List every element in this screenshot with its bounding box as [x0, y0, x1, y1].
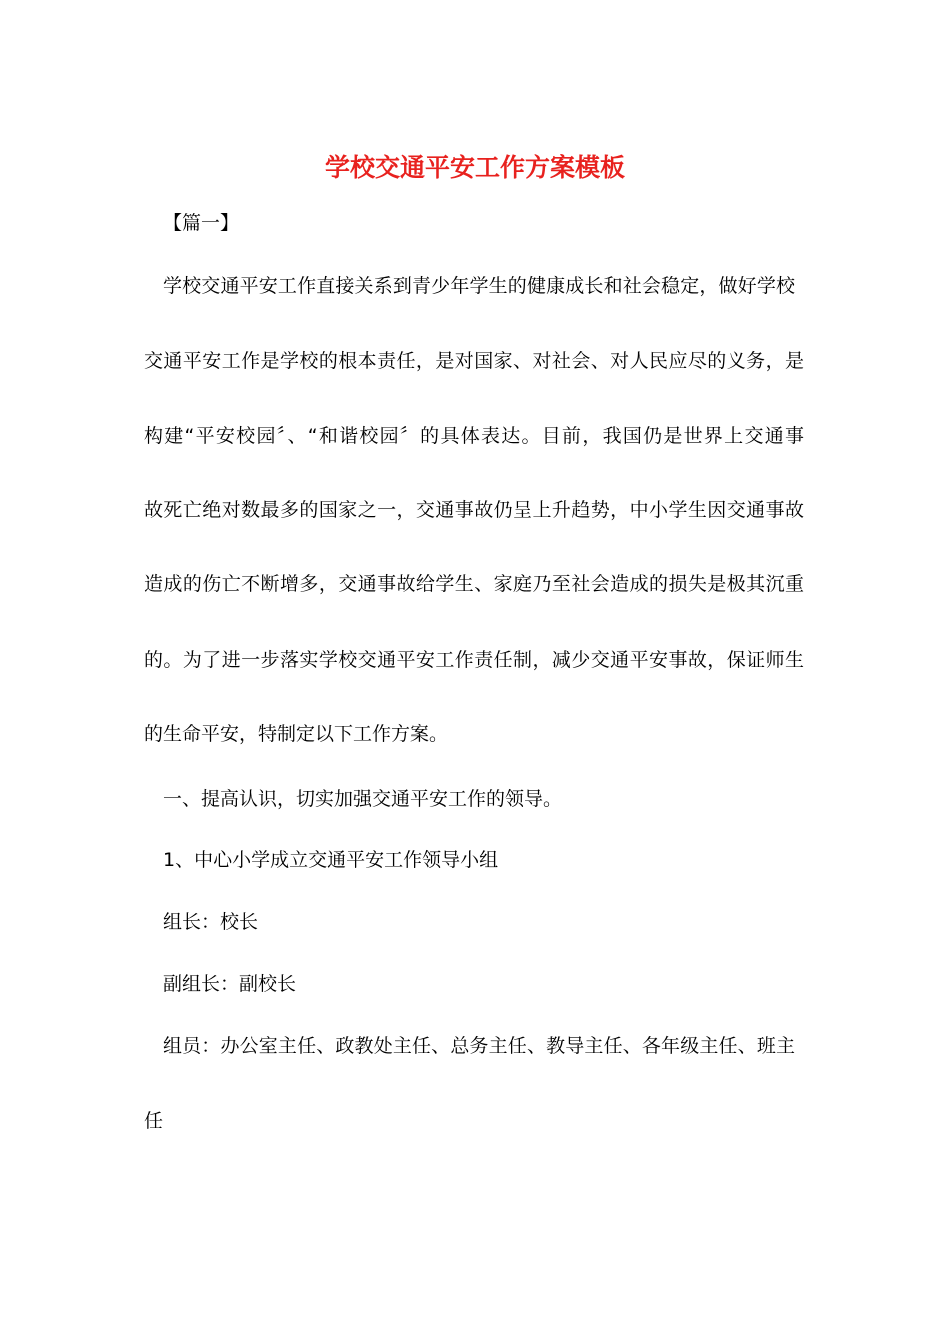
- intro-line-4: 故死亡绝对数最多的国家之一，交通事故仍呈上升趋势，中小学生因交通事故: [144, 499, 804, 521]
- item-1: 1、中心小学成立交通平安工作领导小组: [163, 849, 499, 871]
- intro-line-2: 交通平安工作是学校的根本责任，是对国家、对社会、对人民应尽的义务，是: [144, 350, 804, 372]
- members-line-1: 组员：办公室主任、政教处主任、总务主任、教导主任、各年级主任、班主: [163, 1035, 795, 1057]
- intro-line-3: 构建“平安校园〞、“和谐校园〞的具体表达。目前，我国仍是世界上交通事: [144, 425, 804, 447]
- heading-1: 一、提高认识，切实加强交通平安工作的领导。: [163, 788, 563, 810]
- intro-line-1: 学校交通平安工作直接关系到青少年学生的健康成长和社会稳定，做好学校: [163, 275, 795, 297]
- deputy-leader-line: 副组长：副校长: [163, 973, 297, 995]
- leader-line: 组长：校长: [163, 911, 259, 933]
- members-line-2: 任: [144, 1110, 164, 1132]
- document-title: 学校交通平安工作方案模板: [324, 153, 625, 182]
- intro-line-6: 的。为了进一步落实学校交通平安工作责任制，减少交通平安事故，保证师生: [144, 649, 804, 671]
- intro-line-5: 造成的伤亡不断增多，交通事故给学生、家庭乃至社会造成的损失是极其沉重: [144, 573, 804, 595]
- intro-line-7: 的生命平安，特制定以下工作方案。: [144, 723, 449, 745]
- section-label: 【篇一】: [163, 212, 240, 234]
